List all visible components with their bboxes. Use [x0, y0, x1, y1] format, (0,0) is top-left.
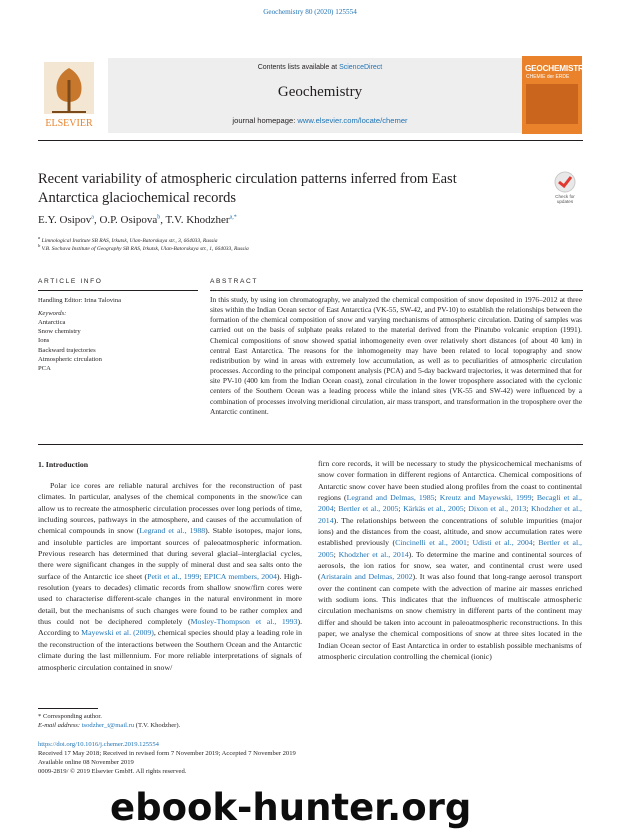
abstract-bottom-rule	[38, 444, 583, 445]
citation-link[interactable]: Bertler et al., 2005	[338, 504, 399, 514]
separator: ;	[333, 549, 339, 559]
separator: ;	[532, 538, 539, 548]
journal-banner	[38, 58, 589, 135]
cover-image	[526, 84, 578, 124]
available-online: Available online 08 November 2019	[38, 759, 134, 766]
contents-line	[108, 64, 532, 71]
homepage-prefix: journal homepage:	[232, 116, 298, 125]
corresponding-author-note: * Corresponding author.	[38, 713, 102, 720]
email-suffix: (T.V. Khodzher).	[134, 722, 181, 729]
homepage-line	[108, 116, 532, 125]
body-text: Polar ice cores are reliable natural archives for the reconstruction of past climates. In particular, analyses of the chemical components in the snow/ice can allow us to recreate the atmospheric circulation processes over long periods of time, including sources, pathways in the atmosphere, and causes of the accumulation of chemical compounds in snow (	[38, 481, 302, 536]
contents-prefix: Contents lists available at	[257, 64, 340, 71]
citation-link[interactable]: Mosley-Thompson et al., 1993	[190, 617, 298, 627]
separator: ;	[526, 504, 531, 514]
keyword: Backward trajectories	[38, 346, 96, 354]
body-text: ). According to	[38, 617, 303, 638]
watermark-text: ebook-hunter.org	[110, 786, 472, 829]
citation-link[interactable]: Bertler et al., 2005	[318, 538, 583, 559]
article-title	[38, 170, 488, 208]
cover-title: GEOCHEMISTRY	[525, 64, 589, 73]
citation-link[interactable]: Petit et al., 1999	[147, 571, 200, 581]
author-name: T.V. Khodzher	[165, 214, 230, 226]
keyword: PCA	[38, 365, 51, 373]
citation-link[interactable]: Aristarain and Delmas, 2002	[320, 572, 413, 582]
check-line-2: updates	[556, 199, 574, 204]
journal-name: Geochemistry	[277, 84, 363, 100]
check-for-updates-badge[interactable]	[548, 170, 582, 206]
body-text: ). The relationships between the concentrations of soluble impurities (major ions) and the distances from the coast, altitude, and snow accumulation rates were established previously (	[318, 515, 582, 548]
elsevier-wordmark: ELSEVIER	[45, 118, 93, 129]
citation-link[interactable]: Legrand and Delmas, 1985	[346, 493, 435, 503]
email-link[interactable]: tsodzher_t@mail.ru	[81, 722, 135, 729]
citation-link[interactable]: Kärkäs et al., 2005	[403, 504, 464, 514]
journal-cover	[522, 56, 589, 134]
affiliation-text: V.B. Sochava Institute of Geography SB RAS, Irkutsk, Ulan-Batorskaya str., 1, 664033, Russia	[41, 245, 249, 252]
keyword-list	[38, 318, 188, 373]
check-line-1: Check for	[555, 194, 575, 199]
author-name: O.P. Osipova	[99, 214, 158, 226]
keyword: Ions	[38, 337, 50, 345]
citation-link[interactable]: Kreutz and Mayewski, 1999	[439, 493, 532, 503]
sciencedirect-link[interactable]: ScienceDirect	[339, 64, 383, 71]
body-column-right	[318, 458, 582, 662]
homepage-link[interactable]: www.elsevier.com/locate/chemer	[297, 116, 408, 125]
article-info-rule	[38, 290, 198, 291]
body-text: ). High-resolution (years to decades) climatic records from shallow snow/firn cores were used to characterise different-scale changes in the natural environment in more detail, but the mechanisms of such changes were found to be rather complex and thus could not be deciphered completely (	[38, 571, 303, 627]
citation-link[interactable]: Mayewski et al. (2009)	[81, 628, 154, 638]
body-text: , chemical species should play a leading role in the reconstruction of the interactions between the Southern Ocean and the Antarctic climate during the last millennium. For more reliable interpretations of signals of atmospheric circulation contained in snow/	[38, 628, 302, 672]
affiliation-sup: b	[38, 243, 41, 248]
author-name: E.Y. Osipov	[38, 214, 92, 226]
journal-citation-link[interactable]: Geochemistry 80 (2020) 125554	[263, 8, 357, 16]
abstract-heading: ABSTRACT	[210, 278, 258, 285]
citation-link[interactable]: Udisti et al., 2004	[472, 538, 533, 548]
separator: ;	[398, 504, 404, 514]
section-heading: 1. Introduction	[38, 460, 89, 469]
author-list	[38, 214, 237, 226]
copyright-line: 0009-2819/ © 2019 Elsevier GmbH. All rights reserved.	[38, 768, 187, 775]
email-line	[38, 721, 338, 730]
doi-link[interactable]: https://doi.org/10.1016/j.chemer.2019.125554	[38, 741, 159, 748]
paragraph	[38, 480, 302, 673]
abstract-rule	[210, 290, 583, 291]
citation-link[interactable]: EPICA members, 2004	[203, 571, 277, 581]
keyword: Atmospheric circulation	[38, 355, 102, 363]
title-line-1: Recent variability of atmospheric circulation patterns inferred from East	[38, 171, 457, 187]
separator: ;	[199, 571, 204, 581]
separator: ;	[333, 504, 339, 514]
paragraph	[318, 458, 582, 662]
header-rule	[38, 140, 583, 141]
body-text: ). Stable isotopes, major ions, and insoluble particles are important sources of paleoatmospheric information. Previous research has determined that during several glacial–interglacial cycles, there were significant changes in the supply of mineral dust and sea salts onto the surface of the Antarctic ice sheet (	[38, 526, 302, 581]
affiliation	[38, 242, 518, 253]
author-affil-link[interactable]: b	[157, 214, 161, 221]
body-text: ). It was also found that long-range aerosol transport over the continent can compete with the advection of marine air masses enriched with sodium ions. This indicates that the influences of multiscale atmospheric circulation mechanisms on snow chemistry in different parts of the continent may differ and should be taken into account in paleoatmospheric reconstructions. In this paper, we analyse the chemical compositions of snow at three sites located in the Indian Ocean sector of East Antarctica in order to establish possible mechanisms of atmospheric circulation controlling the chemical (ionic)	[318, 572, 582, 661]
author-separator: ,	[93, 214, 100, 226]
email-label: E-mail address:	[38, 722, 82, 729]
author-separator: ,	[160, 214, 166, 226]
citation-link[interactable]: Khodzher et al., 2014	[338, 549, 409, 559]
cover-subtitle: CHEMIE der ERDE	[526, 74, 570, 80]
separator: ;	[531, 493, 537, 503]
citation-link[interactable]: Legrand et al., 1988	[139, 526, 206, 536]
affiliation-text: Limnological Institute SB RAS, Irkutsk, Ulan-Batorskaya str., 3, 664033, Russia	[41, 237, 218, 244]
keyword: Antarctica	[38, 319, 66, 326]
separator: ;	[466, 538, 473, 548]
body-text: ). To determine the marine and continental sources of aerosols, the ion ratios for snow, sea water, and continental crust were used (	[318, 549, 582, 582]
citation-link[interactable]: Dixon et al., 2013	[468, 504, 527, 514]
handling-editor: Handling Editor: Irina Talovina	[38, 297, 122, 304]
body-column-left	[38, 480, 302, 673]
separator: ;	[463, 504, 469, 514]
elsevier-logo	[38, 60, 100, 132]
citation-link[interactable]: Khodzher et al., 2014	[318, 504, 583, 525]
footnote-rule	[38, 708, 98, 709]
article-info-heading: ARTICLE INFO	[38, 278, 103, 285]
banner-box	[108, 58, 532, 133]
keyword: Snow chemistry	[38, 328, 81, 336]
received-dates: Received 17 May 2018; Received in revised form 7 November 2019; Accepted 7 November 2019	[38, 750, 296, 757]
body-text: firn core records, it will be necessary to study the physicochemical mechanisms of snow cover formation in different regions of Antarctica. Chemical compositions of Antarctic snow cover have been studied along profiles from the coast to continental regions (	[318, 459, 582, 503]
keywords-label: Keywords:	[38, 310, 67, 317]
citation-link[interactable]: Becagli et al., 2004	[318, 493, 582, 514]
citation-link[interactable]: Cincinelli et al., 2001	[395, 538, 467, 548]
affiliation-sup: a	[38, 235, 41, 240]
author-affil-link[interactable]: a,*	[229, 214, 237, 221]
separator: ;	[434, 493, 440, 503]
abstract-text: In this study, by using ion chromatography, we analyzed the chemical composition of snow deposited in 1976–2012 at three sites within the Indian Ocean sector of East Antarctica (VK-55, SW-42, and PV-10) to establish the relationships between the formation of the chemical composition of snow and varying mechanisms of atmospheric circulation. Dating of samples was carried out on the basis of sulphate peaks related to the material derived from the Pinatubo volcanic eruption (1991). Chemical compositions of snow showed spatial inhomogeneity even over relatively short distances (of about 40 km) in central East Antarctica. The reasons for the inhomogeneity may have been related to local topography and snow redistribution by wind in areas with extremely low accumulation, as well as to peculiarities of atmospheric circulation processes. According to the principal component analysis (PCA) and 5-day backward trajectories, it was determined that for site PV-10 (400 km from the Indian Ocean coast), zonal circulation in the lower troposphere associated with the cyclonic centers of the Southern Ocean was a leading process while the inland sites (VK-55 and SW-42) were influenced by a combination of processes involving meridional circulation, air mass transport, and transformation in the troposphere over the Antarctic continent.	[210, 295, 582, 416]
author-affil-link[interactable]: a	[91, 214, 94, 221]
title-line-2: Antarctica glaciochemical records	[38, 190, 237, 206]
